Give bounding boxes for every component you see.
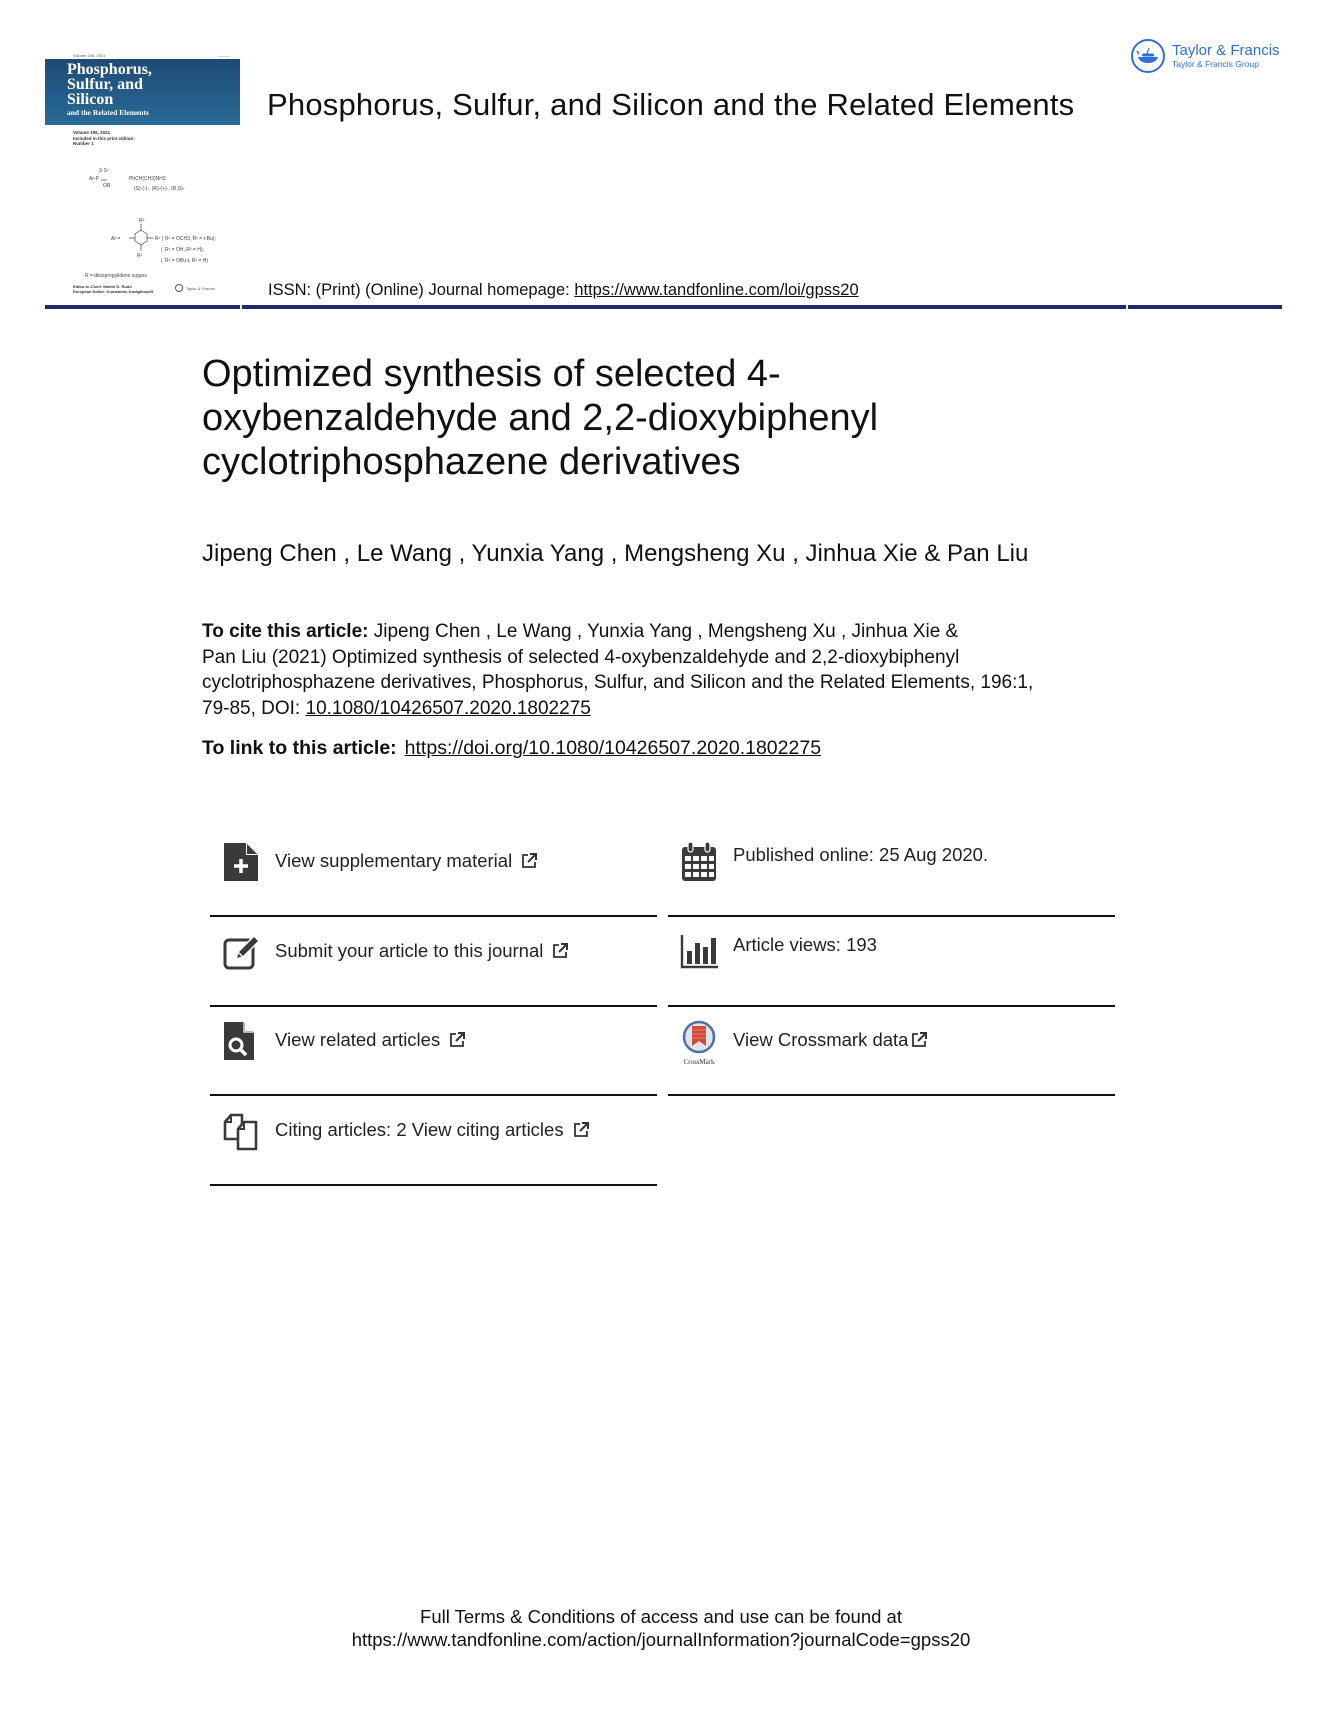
- link-label: [275, 1029, 466, 1051]
- article-title: [202, 352, 1002, 484]
- cover-title-line: Phosphorus,: [67, 61, 152, 78]
- svg-text:(: (: [161, 247, 163, 253]
- svg-text:R¹ (: R¹ (: [155, 236, 164, 242]
- svg-text:R²: R²: [139, 218, 145, 224]
- edit-icon: [222, 931, 260, 973]
- journal-cover-thumbnail: [45, 52, 240, 298]
- doi-link[interactable]: 10.1080/10426507.2020.1802275: [305, 697, 591, 719]
- view-crossmark-link[interactable]: [668, 1006, 1115, 1096]
- issn-label: ISSN: (Print) (Online) Journal homepage:: [268, 281, 575, 299]
- link-label: [275, 850, 538, 872]
- citation-text: 79-85, DOI:: [202, 697, 306, 719]
- label-text: Citing articles: 2 View citing articles: [275, 1119, 564, 1140]
- footer: [0, 1605, 1322, 1651]
- view-related-articles-link[interactable]: [210, 1006, 657, 1096]
- svg-text:R¹ = OCH3, R² = t-Bu);: R¹ = OCH3, R² = t-Bu);: [165, 236, 216, 242]
- publisher-names: [1172, 43, 1280, 69]
- article-title-line: cyclotriphosphazene derivatives: [202, 441, 741, 483]
- cover-chemical-structure-icon: [79, 160, 229, 300]
- article-link-line: [202, 737, 821, 760]
- calendar-icon: [680, 841, 718, 883]
- crossmark-icon: [680, 1020, 718, 1068]
- label-text: View supplementary material: [275, 850, 513, 871]
- article-authors: Jipeng Chen , Le Wang , Yunxia Yang , Mengsheng Xu , Jinhua Xie & Pan Liu: [202, 540, 1029, 567]
- cover-editor-line: European Editor: Konstantin Karaghiosoff: [73, 289, 154, 294]
- svg-text:CrossMark: CrossMark: [683, 1058, 715, 1066]
- copy-icon: [222, 1110, 260, 1152]
- label-text: View Crossmark data: [733, 1029, 909, 1050]
- article-link-label: To link to this article:: [202, 737, 397, 759]
- external-link-icon: [572, 1121, 590, 1139]
- cover-volume-line: Volume 196, 2021: [73, 130, 111, 135]
- header-divider: [1128, 305, 1282, 309]
- svg-text:Ar =: Ar =: [111, 236, 121, 242]
- citation-line: [202, 696, 1142, 722]
- journal-title: Phosphorus, Sulfur, and Silicon and the Related Elements: [267, 87, 1075, 122]
- svg-text:Ar-P: Ar-P: [89, 176, 99, 182]
- external-link-icon: [520, 852, 538, 870]
- cover-editor-line: Editor-in-Chief: Martin D. Rudd: [73, 284, 132, 289]
- cover-publisher-icon: [175, 284, 183, 292]
- citation-line: Pan Liu (2021) Optimized synthesis of selected 4-oxybenzaldehyde and 2,2-dioxybiphenyl: [202, 646, 960, 668]
- cover-title-line: Sulfur, and: [67, 76, 143, 93]
- svg-text:S S⁻: S S⁻: [99, 168, 110, 174]
- link-label: [275, 940, 569, 962]
- citation-label: To cite this article:: [202, 621, 369, 642]
- header-divider: [45, 305, 240, 309]
- citation-block: [202, 619, 1142, 721]
- header-divider: [242, 305, 1126, 309]
- cover-volume-top: Volume 196, 2021: [73, 53, 106, 58]
- citation-line: [202, 619, 1142, 645]
- cover-volume-line: Included in this print edition:: [73, 135, 135, 141]
- publisher-group: Taylor & Francis Group: [1172, 59, 1259, 69]
- publisher-logo[interactable]: [1130, 38, 1280, 74]
- cover-volume-line: Number 1: [73, 141, 94, 146]
- link-label: [733, 1029, 928, 1051]
- issn-line: [268, 281, 859, 300]
- cover-banner: [45, 59, 240, 125]
- published-online-info: [668, 827, 1115, 917]
- submit-article-link[interactable]: [210, 917, 657, 1007]
- link-label: [275, 1119, 590, 1141]
- article-doi-url-link[interactable]: https://doi.org/10.1080/10426507.2020.1802275: [404, 737, 822, 759]
- citation-line: cyclotriphosphazene derivatives, Phosphorus, Sulfur, and Silicon and the Related Elements, 196:1,: [202, 672, 1034, 693]
- cover-publisher-logo: [175, 284, 215, 292]
- label-text: Submit your article to this journal: [275, 940, 544, 961]
- cover-publisher-name: Taylor & Francis: [186, 285, 215, 291]
- cover-title-line: Silicon: [67, 91, 114, 108]
- svg-text:(: (: [161, 258, 163, 264]
- svg-text:(S)-(-)-, (R)-(+)-, (R,S)-: (S)-(-)-, (R)-(+)-, (R,S)-: [134, 186, 185, 192]
- taylor-francis-lamp-icon: [1130, 38, 1166, 74]
- article-title-line: oxybenzaldehyde and 2,2-dioxybiphenyl: [202, 397, 879, 439]
- svg-text:R¹ = OH, R² = H);: R¹ = OH, R² = H);: [165, 247, 204, 253]
- svg-text:OR: OR: [103, 183, 111, 189]
- article-views-info: [668, 917, 1115, 1007]
- footer-terms-url[interactable]: https://www.tandfonline.com/action/journalInformation?journalCode=gpss20: [351, 1629, 971, 1650]
- file-plus-icon: [222, 841, 260, 883]
- cover-subtitle: and the Related Elements: [67, 108, 149, 117]
- publisher-name: Taylor & Francis: [1172, 42, 1280, 59]
- label-text: Article views: 193: [733, 934, 877, 955]
- article-title-line: Optimized synthesis of selected 4-: [202, 353, 781, 395]
- external-link-icon: [910, 1031, 928, 1049]
- svg-text:R¹ = OBu-t, R² = H): R¹ = OBu-t, R² = H): [165, 258, 209, 264]
- journal-homepage-link[interactable]: https://www.tandfonline.com/loi/gpss20: [574, 281, 859, 299]
- label-text: View related articles: [275, 1029, 441, 1050]
- view-supplementary-material-link[interactable]: [210, 827, 657, 917]
- cover-editors: [73, 284, 153, 294]
- svg-text:R²: R²: [137, 253, 143, 259]
- info-label: [733, 844, 988, 866]
- label-text: Published online: 25 Aug 2020.: [733, 844, 989, 865]
- external-link-icon: [551, 942, 569, 960]
- external-link-icon: [448, 1031, 466, 1049]
- cover-volume-info: [73, 130, 135, 147]
- citation-text: Jipeng Chen , Le Wang , Yunxia Yang , Mengsheng Xu , Jinhua Xie &: [368, 621, 959, 642]
- cover-top-right: ———: [218, 53, 230, 58]
- info-label: [733, 934, 877, 956]
- svg-text:PhCH(CH3)NH3: PhCH(CH3)NH3: [129, 176, 166, 182]
- file-search-icon: [222, 1020, 260, 1062]
- bar-chart-icon: [680, 931, 718, 973]
- footer-terms-text: Full Terms & Conditions of access and use can be found at: [420, 1606, 902, 1627]
- citing-articles-link[interactable]: [210, 1096, 657, 1186]
- svg-text:R = diisopropylidene sugars: R = diisopropylidene sugars: [85, 273, 147, 279]
